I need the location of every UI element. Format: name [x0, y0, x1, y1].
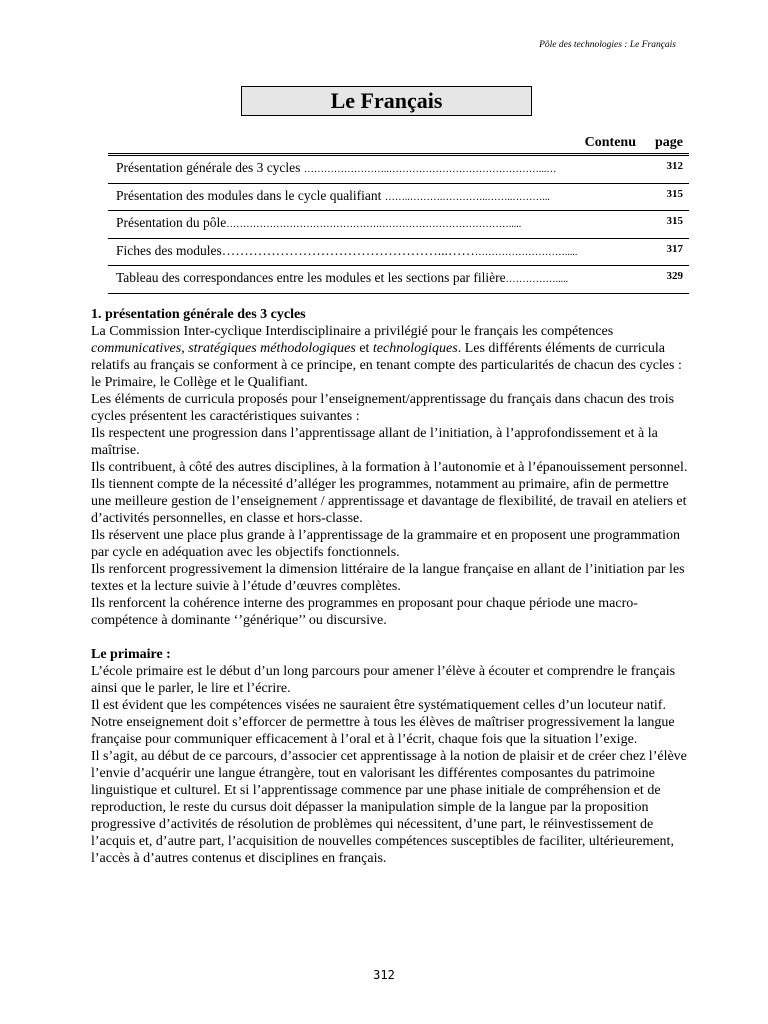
toc-row-dots: ……………………….....	[474, 246, 578, 258]
table-of-contents	[108, 153, 689, 294]
toc-row	[108, 239, 689, 267]
paragraph: Ils renforcent la cohérence interne des programmes en proposant pour chaque période une macro-compétence à dominante ‘’générique’’ ou discursive.	[91, 596, 638, 628]
toc-row-label: Présentation générale des 3 cycles	[116, 160, 304, 175]
paragraph: Il est évident que les compétences visées ne sauraient être systématiquement celles d’un locuteur natif. Notre enseignement doit s’efforcer de permettre à tous les élèves de maîtriser progressivement la langue française pour communiquer efficacement à l’oral et à l’écrit, chaque fois que la situation l’exige.	[91, 698, 675, 747]
toc-row-dots: ……………………..………………………………………...…	[303, 164, 557, 175]
paragraph: La Commission Inter-cyclique Interdisciplinaire a privilégié pour le français les compétences communicatives, stratégiques méthodologiques et technologiques. Les différents éléments de curricula relatifs au français se conforment à ce principe, en tenant compte des particularités de chacun des cycles : le Primaire, le Collège et le Qualifiant.	[91, 324, 682, 390]
section-title: 1. présentation générale des 3 cycles	[91, 307, 306, 322]
main-content	[91, 306, 691, 867]
emphasis: technologiques	[372, 341, 458, 356]
paragraph: Ils tiennent compte de la nécessité d’alléger les programmes, notamment au primaire, afin de permettre une meilleure gestion de l’enseignement / apprentissage et davantage de flexibilité, de travail en ateliers et d’activités personnelles, en classe et hors-classe.	[91, 477, 687, 526]
toc-row-page: 315	[666, 215, 683, 227]
paragraph: L’école primaire est le début d’un long parcours pour amener l’élève à écouter et comprendre le français ainsi que le parler, le lire et l’écrire.	[91, 664, 676, 696]
toc-row-dots: ……..……….…………..……..………...	[384, 191, 550, 203]
toc-col-page: page	[655, 135, 683, 150]
emphasis: stratégiques méthodologiques	[188, 341, 356, 356]
toc-row-dots: ……………………………………….………………………………….....	[226, 219, 522, 230]
toc-col-content: Contenu	[584, 135, 636, 150]
toc-row-dots: …………….....	[505, 274, 569, 285]
toc-row-label: Présentation des modules dans le cycle qualifiant	[116, 187, 385, 203]
page-number: 312	[373, 968, 395, 982]
spacer	[91, 629, 691, 646]
document-title: Le Français	[241, 86, 532, 116]
paragraph: Ils contribuent, à côté des autres disciplines, à la formation à l’autonomie et à l’épanouissement personnel.	[91, 460, 688, 475]
paragraph: Ils réservent une place plus grande à l’apprentissage de la grammaire et en proposent une programmation par cycle en adéquation avec les objectifs fonctionnels.	[91, 528, 680, 560]
emphasis: communicatives	[91, 341, 182, 356]
paragraph: Il s’agit, au début de ce parcours, d’associer cet apprentissage à la notion de plaisir et de créer chez l’élève l’envie d’acquérir une langue étrangère, tout en valorisant les différentes composantes du patrimoine linguistique et culturel. Et si l’apprentissage commence par une phase initiale de compréhension et de reproduction, le reste du cursus doit dépasser la manipulation simple de la langue par la proposition progressive d’activités de résolution de problèmes qui nécessitent, d’une part, le réinvestissement de l’acquis et, d’autre part, l’acquisition de nouvelles compétences susceptibles de faciliter, ultérieurement, l’accès à d’autres contenus et disciplines en français.	[91, 749, 687, 866]
toc-row	[108, 211, 689, 239]
paragraph: Ils respectent une progression dans l’apprentissage allant de l’initiation, à l’approfondissement et à la maîtrise.	[91, 426, 658, 458]
toc-row	[108, 266, 689, 294]
paragraph: Ils renforcent progressivement la dimension littéraire de la langue française en allant de l’initiation par les textes et la lecture suivie à l’étude d’œuvres complètes.	[91, 562, 685, 594]
toc-row	[108, 153, 689, 184]
toc-row	[108, 184, 689, 212]
section-title: Le primaire :	[91, 647, 171, 662]
running-header: Pôle des technologies : Le Français	[539, 40, 676, 50]
toc-row-page: 317	[666, 242, 683, 255]
toc-row-label: Présentation du pôle	[116, 215, 227, 230]
paragraph: Les éléments de curricula proposés pour l’enseignement/apprentissage du français dans chacun des trois cycles présentent les caractéristiques suivantes :	[91, 392, 675, 424]
toc-row-page: 312	[666, 160, 683, 172]
toc-row-label: Fiches des modules…………………………………………...……	[116, 242, 475, 258]
toc-row-page: 329	[666, 270, 683, 282]
toc-row-page: 315	[666, 187, 683, 200]
toc-row-label: Tableau des correspondances entre les modules et les sections par filière	[116, 270, 506, 285]
